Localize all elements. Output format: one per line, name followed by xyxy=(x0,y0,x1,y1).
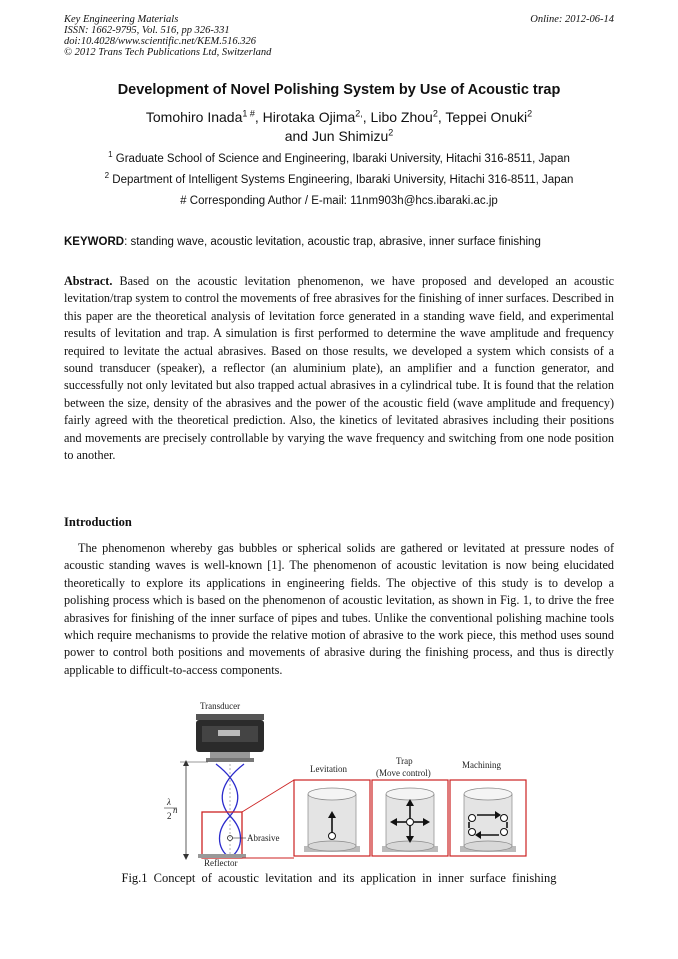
figure-caption: Fig.1 Concept of acoustic levitation and its application in inner surface finishing xyxy=(121,871,557,885)
tube-highlight xyxy=(202,812,242,858)
author-affil-mark: 2, xyxy=(355,108,363,119)
author-name: , Teppei Onuki xyxy=(437,109,528,125)
author-affil-mark: 1 # xyxy=(242,108,255,119)
levitation-label: Levitation xyxy=(310,764,347,774)
lambda-subscript: n xyxy=(173,805,178,815)
doi-line: doi:10.4028/www.scientific.net/KEM.516.326 xyxy=(64,36,256,47)
panel-trap xyxy=(372,780,448,856)
affil-mark: 1 xyxy=(108,150,113,160)
panel-levitation xyxy=(294,780,370,856)
panel-machining xyxy=(450,780,526,856)
corresponding-author: # Corresponding Author / E-mail: 11nm903h@hcs.ibaraki.ac.jp xyxy=(180,195,498,207)
lambda-label: λ xyxy=(167,797,171,807)
affiliation-text: Department of Intelligent Systems Engineering, Ibaraki University, Hitachi 316-8511, Japan xyxy=(112,174,574,186)
move-control-label: (Move control) xyxy=(376,768,431,778)
section-heading: Introduction xyxy=(64,515,132,529)
keyword-label: KEYWORD xyxy=(64,236,125,248)
paper-title: Development of Novel Polishing System by Use of Acoustic trap xyxy=(117,82,561,98)
fraction-denominator: 2 xyxy=(167,811,172,821)
author-name: Tomohiro Inada xyxy=(145,109,243,125)
author-affil-mark: 2 xyxy=(388,127,394,138)
author-affil-mark: 2 xyxy=(527,108,533,119)
affiliation-text: Graduate School of Science and Engineering, Ibaraki University, Hitachi 316-8511, Japan xyxy=(115,153,570,165)
abstract-label: Abstract. xyxy=(64,274,113,288)
author-name: , Hirotaka Ojima xyxy=(254,109,356,125)
keyword-text: : standing wave, acoustic levitation, acoustic trap, abrasive, inner surface finishing xyxy=(124,236,541,248)
abrasive-label: Abrasive xyxy=(247,833,280,843)
copyright-line: © 2012 Trans Tech Publications Ltd, Switzerland xyxy=(64,47,272,58)
abstract xyxy=(64,273,614,464)
transducer-icon xyxy=(196,714,264,762)
affil-mark: 2 xyxy=(104,171,110,181)
reflector-label: Reflector xyxy=(204,858,238,868)
standing-wave xyxy=(216,764,244,858)
figure-1 xyxy=(150,698,540,868)
abstract-text: Based on the acoustic levitation phenomenon, we have proposed and developed an acoustic levitation/trap system to control the movements of free abrasives for the finishing of inner surfaces. Described in this paper are the theoretical analysis of levitation force generated in a standing wave field, and experimental results of levitation and trap. A simulation is first performed to determine the wave amplitude and frequency required to levitate the actual abrasives. Based on those results, we developed a system which consists of a sound transducer (speaker), a reflector (an aluminium plate), an amplifier and a function generator, and successfully not only levitated but also trapped actual abrasives in a cylindrical tube. It is found that the relation between the size, density of the abrasives and the power of the acoustic field (wave amplitude and frequency) fairly agreed with the theoretical prediction. Also, the kinetics of levitated abrasives including their positions and movements are precisely controllable by varying the wave frequency and switching from one node position to another. xyxy=(64,274,614,463)
author-name: and Jun Shimizu xyxy=(284,128,389,144)
keywords xyxy=(64,236,541,248)
online-date: Online: 2012-06-14 xyxy=(530,14,614,25)
wavelength-dimension xyxy=(180,760,208,860)
transducer-label: Transducer xyxy=(200,701,241,711)
issn-line: ISSN: 1662-9795, Vol. 516, pp 326-331 xyxy=(64,25,230,36)
author-affil-mark: 2 xyxy=(432,108,438,119)
introduction-paragraph: The phenomenon whereby gas bubbles or spherical solids are gathered or levitated at pressure nodes of acoustic standing waves is well-known [1]. The phenomenon of acoustic levitation is now being elucidated theoretically to explore its applications in engineering fields. The objective of this study is to develop a polishing process which is based on the phenomenon of acoustic levitation, as shown in Fig. 1, to drive the free abrasives for finishing of the inner surface of pipes and tubes. Unlike the conventional polishing machine tools which require mechanisms to provide the relative motion of abrasive to the work piece, this method uses sound power to control both positions and movements of abrasive during the finishing process, and thus is directly applicable to difficult-to-access components. xyxy=(64,541,614,677)
trap-label: Trap xyxy=(396,756,413,766)
journal-info xyxy=(64,14,271,58)
author-name: , Libo Zhou xyxy=(362,109,433,125)
machining-label: Machining xyxy=(462,760,501,770)
journal-name: Key Engineering Materials xyxy=(64,14,179,25)
author-list xyxy=(0,108,678,146)
affiliation-1 xyxy=(0,150,678,165)
figure-1-diagram xyxy=(150,698,540,868)
affiliation-2 xyxy=(0,171,678,186)
